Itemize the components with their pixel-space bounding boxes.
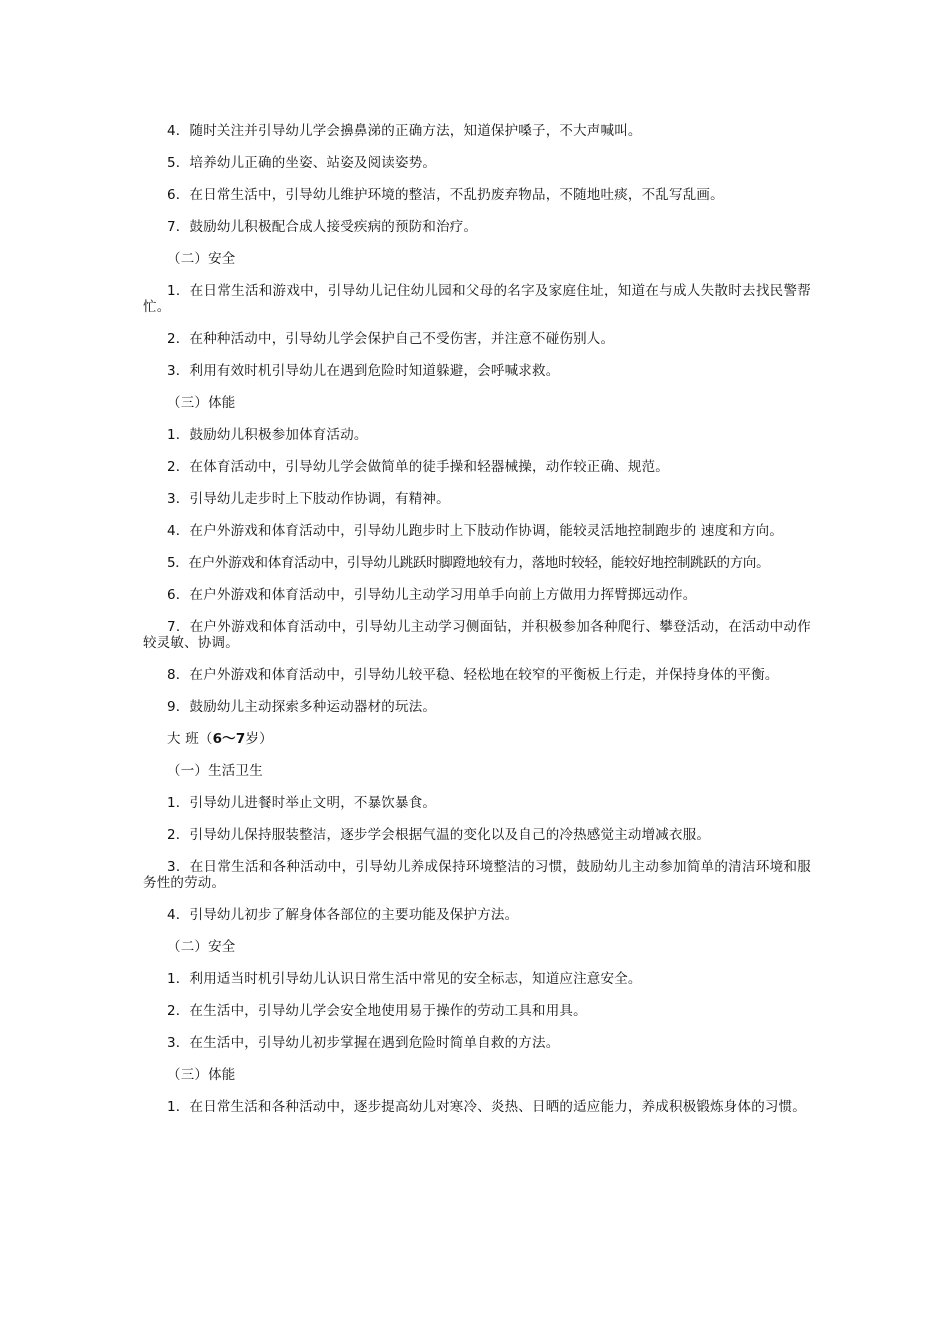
list-item: 2．在种种活动中，引导幼儿学会保护自己不受伤害，并注意不碰伤别人。 — [167, 331, 615, 347]
section-heading-safety: （二）安全 — [167, 251, 236, 267]
list-item: 9．鼓励幼儿主动探索多种运动器材的玩法。 — [167, 699, 437, 715]
list-item: 6．在户外游戏和体育活动中，引导幼儿主动学习用单手向前上方做用力挥臂掷远动作。 — [167, 587, 697, 603]
list-item: 1．鼓励幼儿积极参加体育活动。 — [167, 427, 368, 443]
list-item: 5．在户外游戏和体育活动中，引导幼儿跳跃时脚蹬地较有力，落地时较轻，能较好地控制跳跃的方向。 — [167, 555, 770, 571]
list-item: 6．在日常生活中，引导幼儿维护环境的整洁，不乱扔废弃物品，不随地吐痰，不乱写乱画。 — [167, 187, 724, 203]
list-item: 4．在户外游戏和体育活动中，引导幼儿跑步时上下肢动作协调，能较灵活地控制跑步的 速度和方向。 — [167, 523, 784, 539]
list-item: 7．鼓励幼儿积极配合成人接受疾病的预防和治疗。 — [167, 219, 478, 235]
class-heading-senior — [143, 731, 811, 747]
list-item: 5．培养幼儿正确的坐姿、站姿及阅读姿势。 — [167, 155, 437, 171]
list-item: 2．引导幼儿保持服装整洁，逐步学会根据气温的变化以及自己的冷热感觉主动增减衣服。 — [167, 827, 711, 843]
list-item: 2．在体育活动中，引导幼儿学会做简单的徒手操和轻器械操，动作较正确、规范。 — [167, 459, 669, 475]
class-heading-prefix: 大 班（ — [167, 731, 213, 747]
class-heading-age: 6～7 — [212, 731, 246, 747]
section-heading-physical: （三）体能 — [167, 395, 236, 411]
list-item: 1．在日常生活和游戏中，引导幼儿记住幼儿园和父母的名字及家庭住址，知道在与成人失散时去找民警帮忙。 — [143, 283, 811, 315]
list-item: 3．引导幼儿走步时上下肢动作协调，有精神。 — [167, 491, 450, 507]
document-page — [143, 123, 811, 1131]
list-item: 7．在户外游戏和体育活动中，引导幼儿主动学习侧面钻，并积极参加各种爬行、攀登活动，在活动中动作较灵敏、协调。 — [143, 619, 811, 651]
list-item: 3．在生活中，引导幼儿初步掌握在遇到危险时简单自救的方法。 — [167, 1035, 560, 1051]
list-item: 4．引导幼儿初步了解身体各部位的主要功能及保护方法。 — [167, 907, 519, 923]
list-item: 1．引导幼儿进餐时举止文明，不暴饮暴食。 — [167, 795, 437, 811]
class-heading-suffix: 岁） — [245, 731, 273, 747]
list-item: 1．在日常生活和各种活动中，逐步提高幼儿对寒冷、炎热、日晒的适应能力，养成积极锻炼身体的习惯。 — [167, 1099, 806, 1115]
list-item: 1．利用适当时机引导幼儿认识日常生活中常见的安全标志，知道应注意安全。 — [167, 971, 642, 987]
section-heading-hygiene: （一）生活卫生 — [167, 763, 263, 779]
list-item: 2．在生活中，引导幼儿学会安全地使用易于操作的劳动工具和用具。 — [167, 1003, 587, 1019]
list-item: 3．利用有效时机引导幼儿在遇到危险时知道躲避，会呼喊求救。 — [167, 363, 560, 379]
section-heading-physical-2: （三）体能 — [167, 1067, 236, 1083]
section-heading-safety-2: （二）安全 — [167, 939, 236, 955]
list-item: 3．在日常生活和各种活动中，引导幼儿养成保持环境整洁的习惯，鼓励幼儿主动参加简单的清洁环境和服务性的劳动。 — [143, 859, 811, 891]
list-item: 8．在户外游戏和体育活动中，引导幼儿较平稳、轻松地在较窄的平衡板上行走，并保持身体的平衡。 — [167, 667, 779, 683]
list-item: 4．随时关注并引导幼儿学会擤鼻涕的正确方法，知道保护嗓子，不大声喊叫。 — [167, 123, 642, 139]
